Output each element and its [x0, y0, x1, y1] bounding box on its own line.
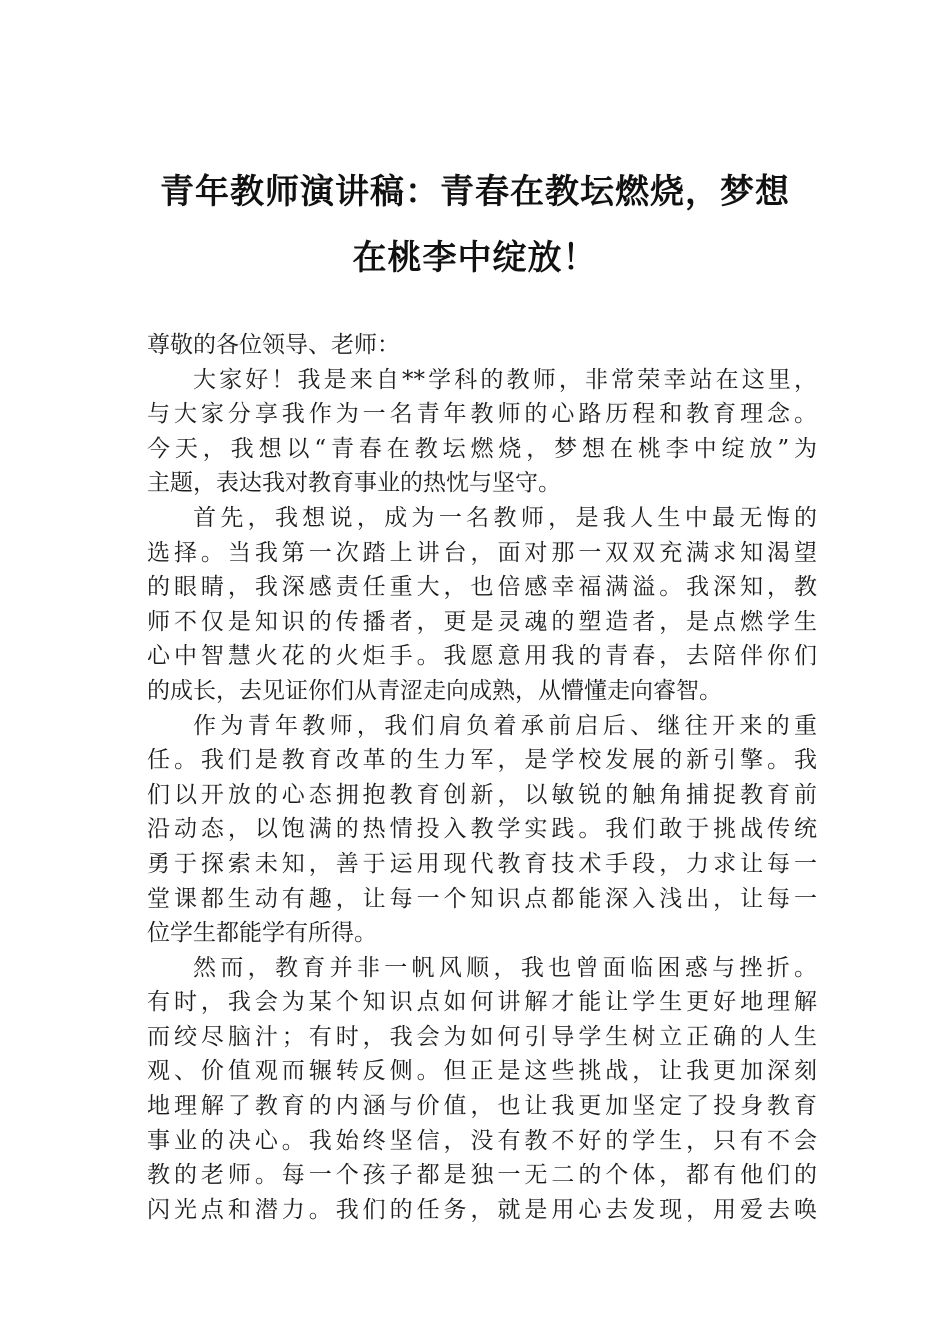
document-title-line-2: 在桃李中绽放！: [352, 238, 598, 278]
body-text-line: 的成长，去见证你们从青涩走向成熟，从懵懂走向睿智。: [147, 677, 722, 704]
body-text-line: 堂课都生动有趣，让每一个知识点都能深入浅出，让每一: [147, 885, 817, 912]
body-text-line: 首先，我想说，成为一名教师，是我人生中最无悔的: [193, 504, 817, 531]
body-text-line: 作为青年教师，我们肩负着承前启后、继往开来的重: [193, 712, 817, 739]
body-text-line: 事业的决心。我始终坚信，没有教不好的学生，只有不会: [147, 1127, 817, 1154]
body-text-line: 有时，我会为某个知识点如何讲解才能让学生更好地理解: [147, 989, 817, 1016]
body-text-line: 主题，表达我对教育事业的热忱与坚守。: [147, 470, 561, 497]
body-text-line: 任。我们是教育改革的生力军，是学校发展的新引擎。我: [147, 747, 817, 774]
body-text-line: 今天，我想以“青春在教坛燃烧，梦想在桃李中绽放”为: [147, 435, 817, 462]
body-text-line: 沿动态，以饱满的热情投入教学实践。我们敢于挑战传统: [147, 816, 817, 843]
body-text-line: 大家好！我是来自**学科的教师，非常荣幸站在这里，: [193, 366, 817, 393]
body-text-line: 地理解了教育的内涵与价值，也让我更加坚定了投身教育: [147, 1093, 817, 1120]
body-text-line: 师不仅是知识的传播者，更是灵魂的塑造者，是点燃学生: [147, 608, 817, 635]
body-text-line: 观、价值观而辗转反侧。但正是这些挑战，让我更加深刻: [147, 1058, 817, 1085]
body-text-line: 然而，教育并非一帆风顺，我也曾面临困惑与挫折。: [193, 954, 817, 981]
body-text-line: 勇于探索未知，善于运用现代教育技术手段，力求让每一: [147, 850, 817, 877]
body-text-line: 教的老师。每一个孩子都是独一无二的个体，都有他们的: [147, 1162, 817, 1189]
body-text-line: 心中智慧火花的火炬手。我愿意用我的青春，去陪伴你们: [147, 643, 817, 670]
document-title-line-1: 青年教师演讲稿：青春在教坛燃烧，梦想: [160, 172, 790, 212]
body-text-line: 们以开放的心态拥抱教育创新，以敏锐的触角捕捉教育前: [147, 781, 817, 808]
body-text-line: 闪光点和潜力。我们的任务，就是用心去发现，用爱去唤: [147, 1196, 817, 1223]
body-text-line: 的眼睛，我深感责任重大，也倍感幸福满溢。我深知，教: [147, 574, 817, 601]
salutation: 尊敬的各位领导、老师：: [147, 332, 400, 358]
body-text-line: 选择。当我第一次踏上讲台，面对那一双双充满求知渴望: [147, 539, 817, 566]
body-text-line: 而绞尽脑汁；有时，我会为如何引导学生树立正确的人生: [147, 1023, 817, 1050]
body-text-line: 与大家分享我作为一名青年教师的心路历程和教育理念。: [147, 401, 817, 428]
document-body: [147, 328, 817, 1227]
body-text-line: 位学生都能学有所得。: [147, 920, 377, 947]
